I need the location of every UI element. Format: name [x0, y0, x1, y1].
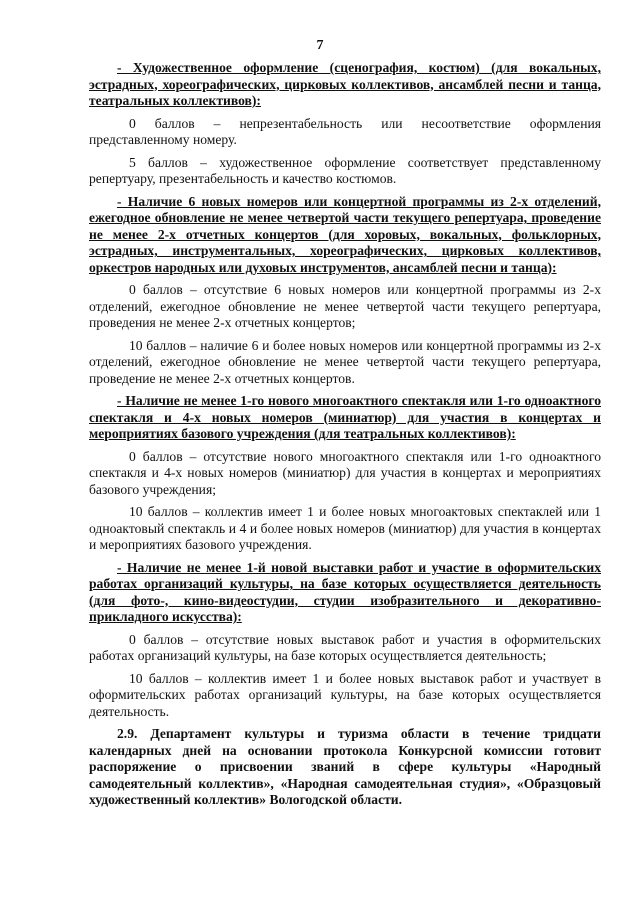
score-10-new-numbers: 10 баллов – наличие 6 и более новых номеров или концертной программы из 2-х отделений, ежегодное обновление не менее четвертой части текущего репертуара, проведение не менее 2-х отчетных концертов. [89, 337, 601, 386]
score-0-spectacle: 0 баллов – отсутствие нового многоактного спектакля или 1-го одноактного спектакля и 4-х новых номеров (миниатюр) для участия в концертах и мероприятиях базового учреждения; [89, 448, 601, 497]
criterion-heading-new-numbers: - Наличие 6 новых номеров или концертной программы из 2-х отделений, ежегодное обновление не менее четвертой части текущего репертуара, проведение не менее 2-х отчетных концертов (для хоровых, вокальных, фольклорных, эстрадных, инструментальных, хореографических, цирковых коллективов, оркестров народных или духовых инструментов, ансамблей песни и танца): [89, 193, 601, 275]
score-5-design: 5 баллов – художественное оформление соответствует представленному репертуару, презентабельность и качество костюмов. [89, 154, 601, 186]
criterion-heading-spectacle: - Наличие не менее 1-го нового многоактного спектакля или 1-го одноактного спектакля и 4-х новых номеров (миниатюр) для участия в концертах и мероприятиях базового учреждения (для театральных коллективов): [89, 393, 601, 441]
score-10-spectacle: 10 баллов – коллектив имеет 1 и более новых многоактовых спектаклей или 1 одноактовый спектакль и 4 и более новых номеров (миниатюр) для участия в концертах и мероприятиях базового учреждения. [89, 504, 601, 552]
criterion-heading-design: - Художественное оформление (сценография, костюм) (для вокальных, эстрадных, хореографических, цирковых коллективов, ансамблей песни и танца, театральных коллективов): [89, 60, 601, 108]
section-2-9-paragraph: 2.9. Департамент культуры и туризма области в течение тридцати календарных дней на основании протокола Конкурсной комиссии готовит распоряжение о присвоении званий в сфере культуры «Народный самодеятельный коллектив», «Народная самодеятельная студия», «Образцовый художественный коллектив» Вологодской области. [89, 726, 601, 807]
criterion-heading-exhibition: - Наличие не менее 1-й новой выставки работ и участие в оформительских работах организаций культуры, на базе которых осуществляется деятельность (для фото-, кино-видеостудии, студии изобразительного и декоративно-прикладного искусства): [89, 559, 601, 624]
document-body [89, 60, 601, 815]
score-0-exhibition: 0 баллов – отсутствие новых выставок работ и участия в оформительских работах организаций культуры, на базе которых осуществляется деятельность; [89, 631, 601, 663]
page-number: 7 [316, 38, 324, 53]
score-0-design: 0 баллов – непрезентабельность или несоответствие оформления представленному номеру. [89, 115, 601, 147]
score-10-exhibition: 10 баллов – коллектив имеет 1 и более новых выставок работ и участвует в оформительских работах организаций культуры, на базе которых осуществляется деятельность. [89, 670, 601, 719]
score-0-new-numbers: 0 баллов – отсутствие 6 новых номеров или концертной программы из 2-х отделений, ежегодное обновление не менее четвертой части текущего репертуара, проведения не менее 2-х отчетных концертов; [89, 282, 601, 330]
